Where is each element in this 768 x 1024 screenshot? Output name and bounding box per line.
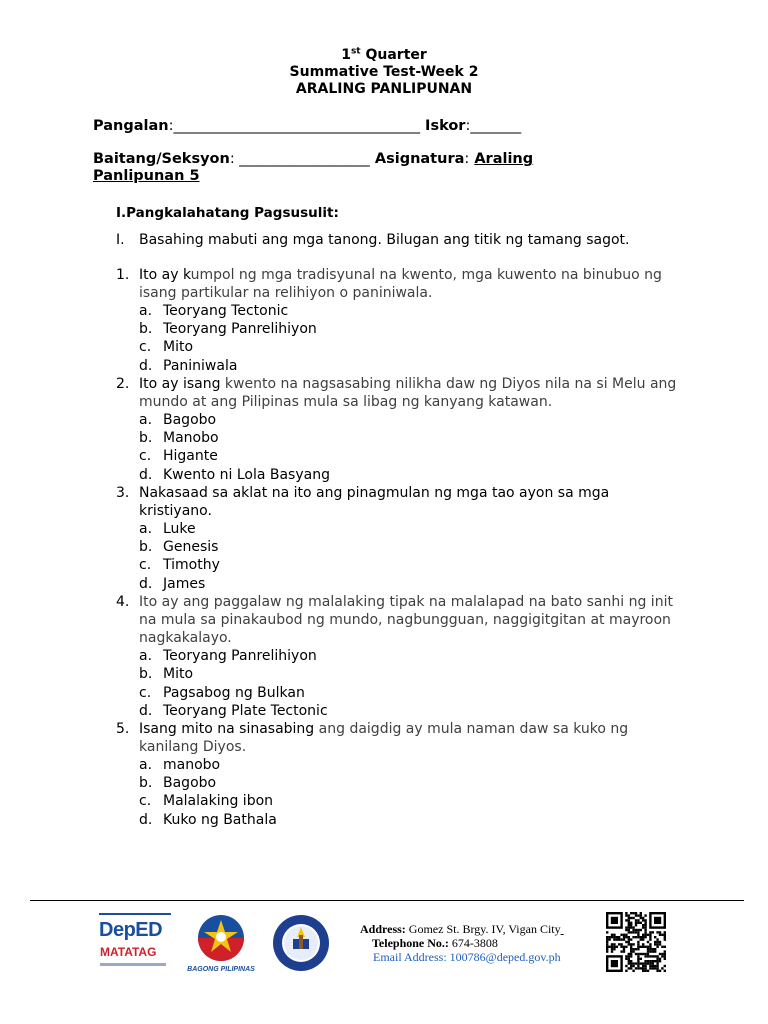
option-letter: a. bbox=[139, 521, 153, 538]
grade-blank: : __________________ bbox=[229, 151, 370, 167]
score-blank: :_______ bbox=[465, 118, 522, 134]
subject-value-1: Araling bbox=[474, 151, 534, 167]
subject-colon: : bbox=[464, 151, 470, 167]
option-text: Manobo bbox=[163, 430, 219, 447]
answer-option bbox=[139, 756, 220, 774]
subject-title: ARALING PANLIPUNAN bbox=[295, 81, 473, 97]
question-text-line: Ito ay isang kwento na nagsasabing nilikha daw ng Diyos nila na si Melu ang bbox=[139, 376, 677, 392]
answer-option bbox=[139, 302, 288, 320]
option-letter: c. bbox=[139, 684, 152, 701]
answer-option bbox=[139, 338, 193, 356]
question-number: 2. bbox=[116, 376, 130, 392]
answer-option bbox=[139, 466, 330, 484]
option-text: Genesis bbox=[163, 539, 219, 556]
phone-value: 674-3808 bbox=[448, 936, 498, 950]
option-text: Mito bbox=[163, 666, 194, 683]
quarter-superscript: st bbox=[350, 46, 361, 57]
section-title: I.Pangkalahatang Pagsusulit: bbox=[116, 205, 339, 221]
bagong-pilipinas-logo bbox=[186, 908, 256, 978]
option-letter: b. bbox=[139, 539, 153, 556]
grade-label: Baitang/Seksyon bbox=[93, 151, 230, 167]
option-letter: a. bbox=[139, 757, 153, 774]
option-letter: a. bbox=[139, 648, 153, 665]
answer-option bbox=[139, 774, 216, 792]
school-seal-icon bbox=[271, 913, 331, 973]
option-text: James bbox=[163, 575, 206, 592]
name-blank: :__________________________________ bbox=[168, 118, 420, 134]
option-text: manobo bbox=[163, 757, 221, 774]
option-text: Pagsabog ng Bulkan bbox=[163, 684, 305, 701]
phone-line bbox=[372, 936, 498, 950]
option-letter: c. bbox=[139, 448, 152, 465]
answer-option bbox=[139, 575, 205, 593]
option-letter: d. bbox=[139, 575, 153, 592]
option-letter: d. bbox=[139, 702, 153, 719]
question-text-line: mundo at ang Pilipinas mula sa libag ng kanyang katawan. bbox=[139, 394, 553, 411]
option-text: Bagobo bbox=[163, 775, 217, 792]
deped-matatag-logo bbox=[99, 913, 171, 975]
answer-option bbox=[139, 320, 317, 338]
option-letter: c. bbox=[139, 557, 152, 574]
answer-option bbox=[139, 429, 219, 447]
question-text-line: kanilang Diyos. bbox=[139, 739, 247, 756]
answer-option bbox=[139, 357, 237, 375]
answer-option bbox=[139, 556, 220, 574]
answer-option bbox=[139, 520, 196, 538]
option-letter: d. bbox=[139, 811, 153, 828]
option-letter: c. bbox=[139, 793, 152, 810]
question-text-line: Ito ay ang paggalaw ng malalaking tipak na malalapad na bato sanhi ng init bbox=[139, 594, 673, 610]
option-letter: b. bbox=[139, 430, 153, 447]
phone-label: Telephone No.: bbox=[372, 936, 449, 950]
question-text-line: nagkakalayo. bbox=[139, 630, 232, 647]
quarter-word: Quarter bbox=[365, 47, 427, 63]
option-text: Teoryang Plate Tectonic bbox=[163, 702, 328, 719]
question-number: 5. bbox=[116, 721, 130, 737]
option-letter: d. bbox=[139, 466, 153, 483]
answer-option bbox=[139, 538, 218, 556]
answer-option bbox=[139, 647, 317, 665]
quarter-heading bbox=[0, 47, 768, 63]
instruction-number: I. bbox=[116, 232, 125, 248]
question-number: 4. bbox=[116, 594, 130, 610]
subject-label: Asignatura bbox=[374, 151, 465, 167]
answer-option bbox=[139, 411, 216, 429]
option-text: Kwento ni Lola Basyang bbox=[163, 466, 330, 483]
quarter-number: 1 bbox=[341, 47, 351, 63]
qr-code-icon bbox=[606, 912, 670, 972]
score-label: Iskor bbox=[425, 118, 466, 134]
deped-logo-text: DepED bbox=[99, 919, 163, 941]
footer-divider bbox=[30, 900, 744, 901]
option-text: Paniniwala bbox=[163, 357, 238, 374]
subject-value-row bbox=[93, 168, 200, 184]
bagong-pilipinas-emblem-icon bbox=[186, 908, 256, 968]
question-text-line: na mula sa pinakaubod ng mundo, nagbungguan, naggigitgitan at mayroon bbox=[139, 612, 671, 629]
address-label: Address: bbox=[360, 922, 406, 936]
question-number: 1. bbox=[116, 267, 130, 283]
option-letter: b. bbox=[139, 321, 153, 338]
option-letter: b. bbox=[139, 775, 153, 792]
subject-value-2: Panlipunan 5 bbox=[93, 168, 200, 184]
question-text-line: Nakasaad sa aklat na ito ang pinagmulan ng mga tao ayon sa mga bbox=[139, 485, 610, 501]
option-text: Teoryang Panrelihiyon bbox=[163, 321, 317, 338]
option-text: Higante bbox=[163, 448, 218, 465]
answer-option bbox=[139, 447, 218, 465]
answer-option bbox=[139, 665, 193, 683]
option-letter: b. bbox=[139, 666, 153, 683]
option-text: Teoryang Tectonic bbox=[163, 303, 289, 320]
answer-option bbox=[139, 684, 305, 702]
answer-option bbox=[139, 792, 273, 810]
option-letter: c. bbox=[139, 339, 152, 356]
name-row bbox=[93, 118, 521, 134]
email-line: Email Address: 100786@deped.gov.ph bbox=[373, 950, 561, 964]
option-letter: a. bbox=[139, 303, 153, 320]
question-number: 3. bbox=[116, 485, 130, 501]
option-letter: a. bbox=[139, 412, 153, 429]
option-text: Luke bbox=[163, 521, 196, 538]
matatag-logo-text: MATATAG bbox=[100, 945, 157, 959]
question-text-line: isang partikular na relihiyon o paniniwala. bbox=[139, 285, 433, 302]
option-text: Kuko ng Bathala bbox=[163, 811, 277, 828]
question-text-line: Ito ay kumpol ng mga tradisyunal na kwento, mga kuwento na binubuo ng bbox=[139, 267, 662, 283]
school-seal-logo bbox=[271, 913, 331, 973]
option-text: Bagobo bbox=[163, 412, 217, 429]
option-text: Teoryang Panrelihiyon bbox=[163, 648, 317, 665]
answer-option bbox=[139, 811, 277, 829]
option-text: Malalaking ibon bbox=[163, 793, 274, 810]
option-letter: d. bbox=[139, 357, 153, 374]
name-label: Pangalan bbox=[93, 118, 169, 134]
option-text: Timothy bbox=[163, 557, 220, 574]
address-value: Gomez St. Brgy. IV, Vigan City bbox=[405, 922, 561, 936]
address-line bbox=[360, 922, 564, 936]
instruction-text: Basahing mabuti ang mga tanong. Bilugan ang titik ng tamang sagot. bbox=[139, 232, 630, 248]
option-text: Mito bbox=[163, 339, 194, 356]
grade-row bbox=[93, 151, 533, 167]
answer-option bbox=[139, 702, 328, 720]
question-text-line: Isang mito na sinasabing ang daigdig ay mula naman daw sa kuko ng bbox=[139, 721, 629, 737]
bagong-pilipinas-text: BAGONG PILIPINAS bbox=[187, 966, 255, 973]
question-text-line: kristiyano. bbox=[139, 503, 212, 520]
test-title: Summative Test-Week 2 bbox=[289, 64, 479, 80]
